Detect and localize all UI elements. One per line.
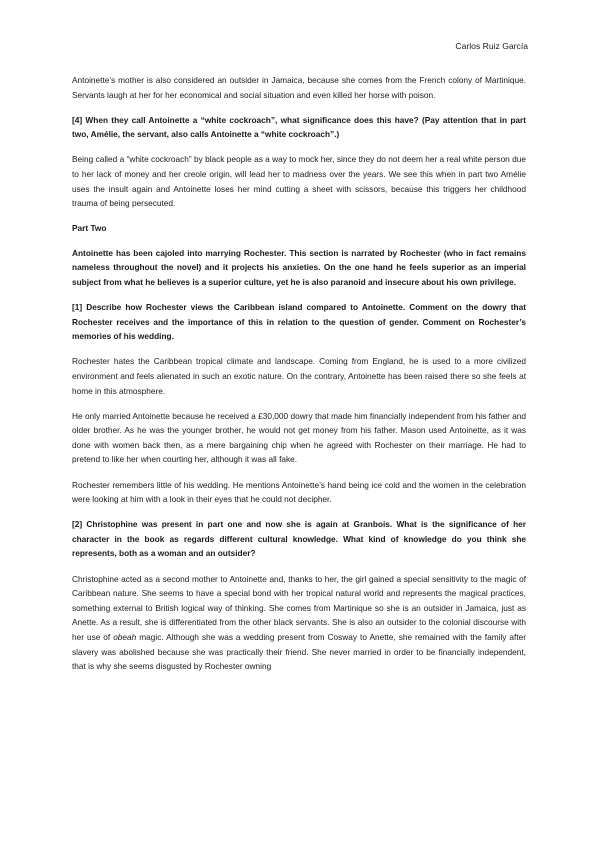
obeah-term: obeah xyxy=(113,631,137,642)
paragraph-dowry: He only married Antoinette because he received a £30,000 dowry that made him financially independent from his father and older brother. As he was the younger brother, he would not get money from his father. Mason used Antoinette, as it was done with women back then, as a mere bargaining chip when he agreed with Rochester on their marriage. He had to pretend to like her when courting her, although it was all fake. xyxy=(72,410,526,465)
section-heading-part-two: Part Two xyxy=(72,223,107,234)
part-two-intro: Antoinette has been cajoled into marrying Rochester. This section is narrated by Rochester (who in fact remains nameless throughout the novel) and it projects his anxieties. On the one hand he feels superior as an imperial subject from what he believes is a superior culture, yet he is also paranoid and insecure about his own privilege. xyxy=(72,247,526,288)
document-body xyxy=(72,73,526,684)
author-header: Carlos Ruiz García xyxy=(455,41,528,51)
christophine-text-b: magic. Although she was a wedding present from Cosway to Anette, she remained with the family after slavery was abolished because she was practically their friend. She never married in order to be financially independent, that is why she seems disgusted by Rochester owning xyxy=(72,631,527,672)
paragraph-wedding-memories: Rochester remembers little of his wedding. He mentions Antoinette’s hand being ice cold and the women in the celebration were looking at him with a look in their eyes that he could not decipher. xyxy=(72,479,526,505)
question-4-white-cockroach: [4] When they call Antoinette a “white cockroach”, what significance does this have? (Pay attention that in part two, Amélie, the servant, also calls Antoinette a “white cockroach”.) xyxy=(72,114,526,140)
paragraph-christophine xyxy=(72,572,526,674)
paragraph-rochester-climate: Rochester hates the Caribbean tropical climate and landscape. Coming from England, he is used to a more civilized environment and feels alienated in such an exotic nature. On the contrary, Antoinette has been raised there so she feels at home in this atmosphere. xyxy=(72,356,526,396)
christophine-text-a: Christophine acted as a second mother to Antoinette and, thanks to her, the girl gained a special sensitivity to the magic of Caribbean nature. She seems to have a special bond with her tropical natural world and represents the magical practices, something external to British logical way of thinking. She comes from Martinique so she is an outsider in Jamaica, just as Anette. As a result, she is differentiated from the other black servants. She is also an outsider to the colonial discourse with her use of xyxy=(72,573,526,642)
paragraph-mother-outsider: Antoinette’s mother is also considered an outsider in Jamaica, because she comes from the French colony of Martinique. Servants laugh at her for her economical and social situation and even killed her horse with poison. xyxy=(72,75,526,100)
question-2-christophine: [2] Christophine was present in part one and now she is again at Granbois. What is the significance of her character in the book as regards different cultural knowledge. What kind of knowledge do you think she represents, both as a woman and an outsider? xyxy=(72,519,526,559)
paragraph-white-cockroach-answer: Being called a “white cockroach” by black people as a way to mock her, since they do not deem her a real white person due to her lack of money and her creole origin, will lead her to madness over the years. We see this when in part two Amélie uses the insult again and Antoinette loses her mind cutting a sheet with scissors, because this triggers her childhood trauma of being persecuted. xyxy=(72,154,526,209)
question-1-rochester: [1] Describe how Rochester views the Caribbean island compared to Antoinette. Comment on the dowry that Rochester receives and the importance of this in relation to the question of gender. Comment on Rochester’s memories of his wedding. xyxy=(72,302,526,342)
